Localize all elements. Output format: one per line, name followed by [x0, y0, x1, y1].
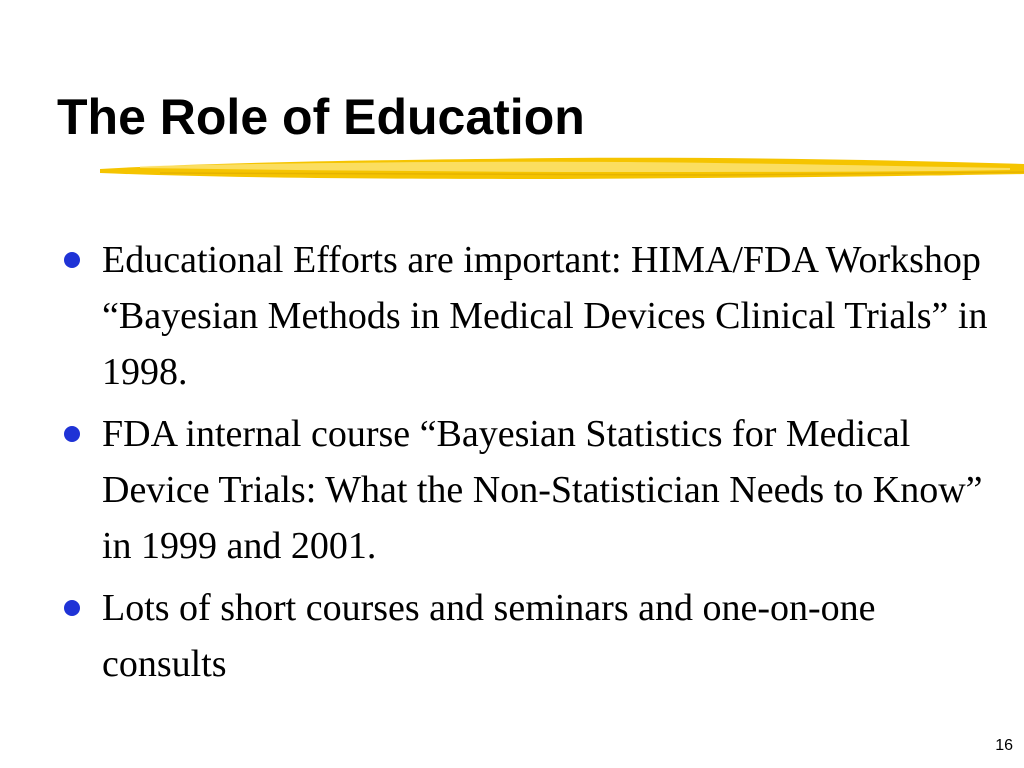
title-underline-brushstroke [100, 148, 1024, 188]
bullet-list [64, 232, 994, 698]
bullet-text: Educational Efforts are important: HIMA/FDA Workshop “Bayesian Methods in Medical Devices Clinical Trials” in 1998. [102, 239, 988, 393]
bullet-item [64, 580, 994, 692]
bullet-item [64, 232, 994, 400]
slide-title: The Role of Education [57, 89, 585, 145]
bullet-item [64, 406, 994, 574]
bullet-dot-icon [64, 252, 80, 268]
bullet-text: FDA internal course “Bayesian Statistics for Medical Device Trials: What the Non-Statistician Needs to Know” in 1999 and 2001. [102, 413, 983, 567]
bullet-text: Lots of short courses and seminars and one-on-one consults [102, 587, 876, 685]
bullet-dot-icon [64, 600, 80, 616]
page-number: 16 [995, 737, 1013, 754]
bullet-dot-icon [64, 426, 80, 442]
